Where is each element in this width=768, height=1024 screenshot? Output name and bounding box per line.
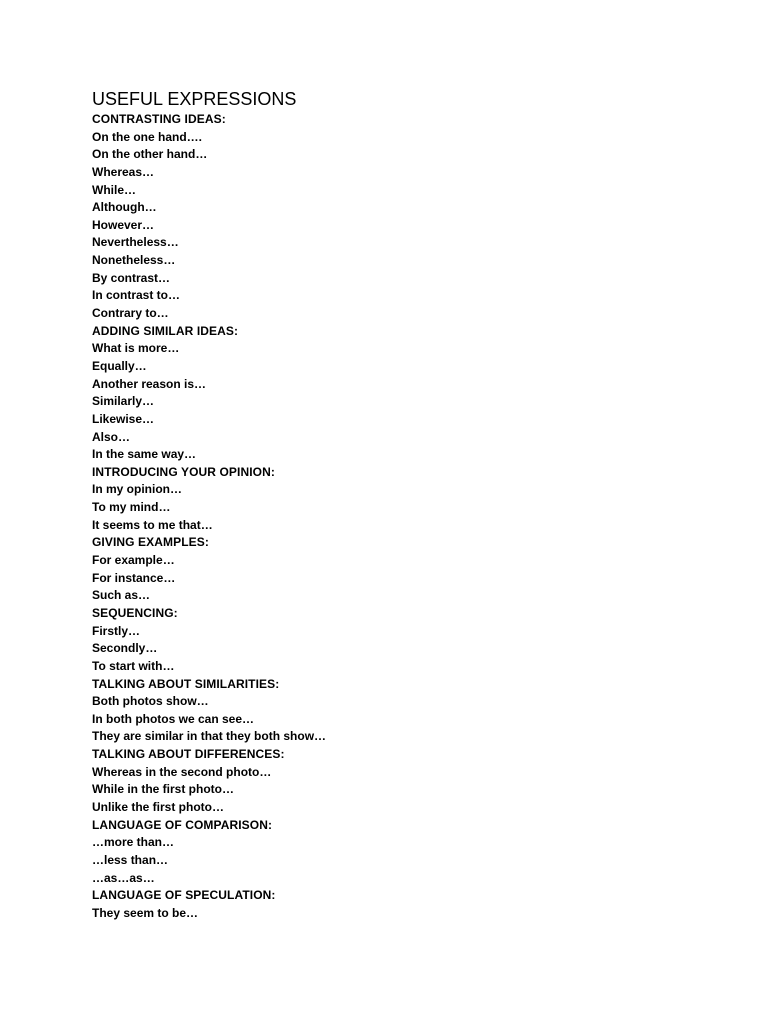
expression-item: Another reason is… xyxy=(92,376,207,391)
section-heading: TALKING ABOUT DIFFERENCES: xyxy=(92,747,285,762)
section-heading: SEQUENCING: xyxy=(92,605,178,620)
expression-item: While in the first photo… xyxy=(92,782,234,797)
expression-item: To start with… xyxy=(92,658,175,673)
section-heading: LANGUAGE OF SPECULATION: xyxy=(92,888,276,903)
expression-item: Secondly… xyxy=(92,641,158,656)
document-title: USEFUL EXPRESSIONS xyxy=(92,89,297,109)
expression-section xyxy=(92,605,732,676)
expression-item: Nevertheless… xyxy=(92,235,179,250)
expression-item: …less than… xyxy=(92,852,169,867)
expression-item: In my opinion… xyxy=(92,482,182,497)
section-heading: ADDING SIMILAR IDEAS: xyxy=(92,323,239,338)
expression-item: For example… xyxy=(92,553,175,568)
expression-item: Likewise… xyxy=(92,411,155,426)
expression-item: Both photos show… xyxy=(92,694,209,709)
expression-item: In both photos we can see… xyxy=(92,711,255,726)
expression-item: They are similar in that they both show… xyxy=(92,729,327,744)
expression-item: Nonetheless… xyxy=(92,253,176,268)
expression-section xyxy=(92,111,732,323)
section-heading: INTRODUCING YOUR OPINION: xyxy=(92,464,275,479)
expression-item: Whereas… xyxy=(92,164,155,179)
section-heading: GIVING EXAMPLES: xyxy=(92,535,209,550)
expression-item: Such as… xyxy=(92,588,151,603)
expression-item: For instance… xyxy=(92,570,176,585)
expression-item: On the one hand…. xyxy=(92,129,202,144)
expression-item: Whereas in the second photo… xyxy=(92,764,272,779)
expression-item: …more than… xyxy=(92,835,175,850)
expression-item: It seems to me that… xyxy=(92,517,213,532)
expression-section xyxy=(92,464,732,535)
expression-item: Firstly… xyxy=(92,623,141,638)
expression-section xyxy=(92,534,732,605)
expression-section xyxy=(92,887,732,922)
section-heading: LANGUAGE OF COMPARISON: xyxy=(92,817,273,832)
expression-item: Equally… xyxy=(92,358,147,373)
expression-section xyxy=(92,746,732,817)
expression-item: On the other hand… xyxy=(92,147,208,162)
expression-item: They seem to be… xyxy=(92,905,199,920)
expression-item: While… xyxy=(92,182,136,197)
expression-item: Although… xyxy=(92,200,157,215)
expression-item: …as…as… xyxy=(92,870,155,885)
expression-section xyxy=(92,323,732,464)
expression-item: In the same way… xyxy=(92,447,197,462)
expression-item: What is more… xyxy=(92,341,180,356)
expression-item: Also… xyxy=(92,429,131,444)
expression-item: Unlike the first photo… xyxy=(92,799,224,814)
document-body xyxy=(92,111,732,922)
expression-section xyxy=(92,676,732,747)
expression-item: In contrast to… xyxy=(92,288,181,303)
section-heading: CONTRASTING IDEAS: xyxy=(92,112,226,126)
expression-item: To my mind… xyxy=(92,500,171,515)
expression-item: By contrast… xyxy=(92,270,171,285)
expression-item: Contrary to… xyxy=(92,306,169,321)
expression-section xyxy=(92,817,732,888)
section-heading: TALKING ABOUT SIMILARITIES: xyxy=(92,676,280,691)
expression-item: However… xyxy=(92,217,155,232)
expression-item: Similarly… xyxy=(92,394,155,409)
